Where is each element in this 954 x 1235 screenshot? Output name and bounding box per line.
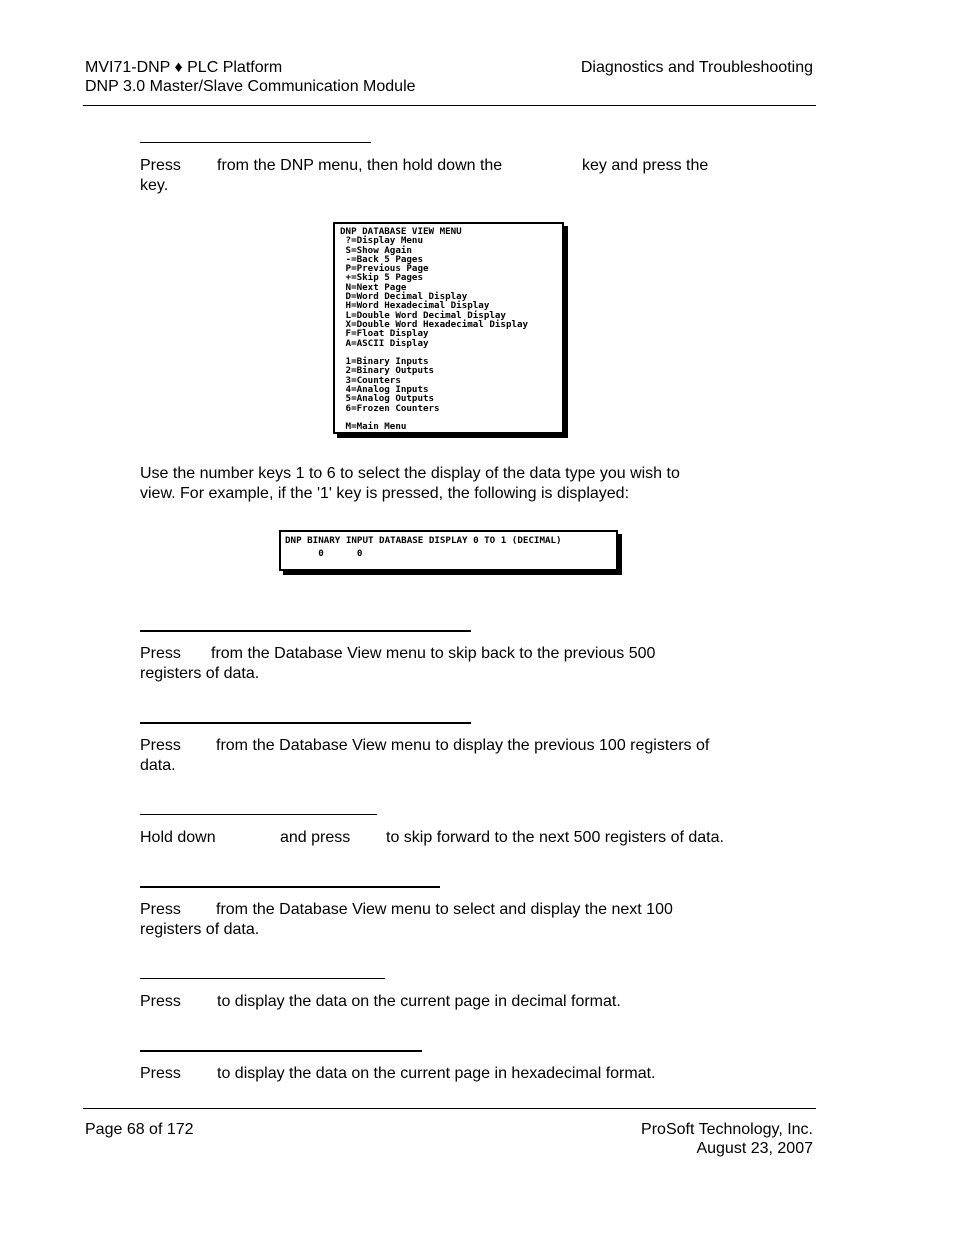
section-heading-rule <box>140 722 471 724</box>
menu-line: DNP DATABASE VIEW MENU <box>340 226 462 237</box>
section-heading-rule <box>140 630 471 632</box>
footer-rule <box>83 1108 816 1109</box>
menu-lines <box>340 227 562 432</box>
prev-line2: data. <box>140 757 176 774</box>
menu-line: L=Double Word Decimal Display <box>340 309 506 321</box>
skip5-and-press: and press <box>280 829 351 846</box>
footer-date: August 23, 2007 <box>696 1140 813 1157</box>
back5-press: Press <box>140 645 181 662</box>
prev-line1: from the Database View menu to display the previous 100 registers of <box>216 737 710 754</box>
section-heading-rule <box>140 142 371 143</box>
menu-line: 3=Counters <box>340 374 401 386</box>
back5-line1: from the Database View menu to skip back to the previous 500 <box>211 645 656 662</box>
header-rule <box>83 105 816 106</box>
skip5-hold: Hold down <box>140 829 216 846</box>
skip5-rest: to skip forward to the next 500 registers of data. <box>386 829 724 846</box>
next-line2: registers of data. <box>140 921 260 938</box>
database-view-menu-screen <box>333 222 564 434</box>
menu-line: M=Main Menu <box>340 421 407 433</box>
menu-line: 1=Binary Inputs <box>340 356 429 368</box>
menu-line: 5=Analog Outputs <box>340 393 435 405</box>
section1-text-a: from the DNP menu, then hold down the <box>217 157 503 174</box>
decimal-rest: to display the data on the current page in decimal format. <box>217 993 621 1010</box>
section-heading-rule <box>140 1050 422 1052</box>
next-press: Press <box>140 901 181 918</box>
menu-line: X=Double Word Hexadecimal Display <box>340 318 529 330</box>
menu-line: 2=Binary Outputs <box>340 365 435 377</box>
intro-line2: view. For example, if the '1' key is pressed, the following is displayed: <box>140 485 630 502</box>
menu-line: H=Word Hexadecimal Display <box>340 300 490 312</box>
hex-rest: to display the data on the current page in hexadecimal format. <box>217 1065 656 1082</box>
back5-line2: registers of data. <box>140 665 260 682</box>
menu-line: D=Word Decimal Display <box>340 291 468 303</box>
prev-press: Press <box>140 737 181 754</box>
next-line1: from the Database View menu to select and display the next 100 <box>216 901 673 918</box>
menu-line: N=Next Page <box>340 281 407 293</box>
binary-screen-line2: 0 0 <box>285 548 363 560</box>
binary-input-display-screen <box>279 530 618 571</box>
section-heading-rule <box>140 886 440 888</box>
menu-line: S=Show Again <box>340 244 412 256</box>
section1-text-b: key and press the <box>582 157 709 174</box>
binary-screen-line1: DNP BINARY INPUT DATABASE DISPLAY 0 TO 1 (DECIMAL) <box>285 535 562 546</box>
header-module: DNP 3.0 Master/Slave Communication Module <box>85 78 416 95</box>
menu-line: +=Skip 5 Pages <box>340 272 423 284</box>
section1-press: Press <box>140 157 181 174</box>
menu-line: -=Back 5 Pages <box>340 253 423 265</box>
header-product: MVI71-DNP ♦ PLC Platform <box>85 59 283 76</box>
hex-press: Press <box>140 1065 181 1082</box>
menu-line: F=Float Display <box>340 328 429 340</box>
footer-company: ProSoft Technology, Inc. <box>641 1121 813 1138</box>
menu-line: ?=Display Menu <box>340 235 423 247</box>
menu-line: 4=Analog Inputs <box>340 384 429 396</box>
menu-line: P=Previous Page <box>340 263 429 275</box>
menu-line: 6=Frozen Counters <box>340 402 440 414</box>
decimal-press: Press <box>140 993 181 1010</box>
menu-line: A=ASCII Display <box>340 337 429 349</box>
page-number: Page 68 of 172 <box>85 1121 194 1138</box>
header-section: Diagnostics and Troubleshooting <box>580 59 813 76</box>
section1-text-c: key. <box>140 177 169 194</box>
intro-line1: Use the number keys 1 to 6 to select the display of the data type you wish to <box>140 465 680 482</box>
section-heading-rule <box>140 978 385 979</box>
section-heading-rule <box>140 814 377 815</box>
